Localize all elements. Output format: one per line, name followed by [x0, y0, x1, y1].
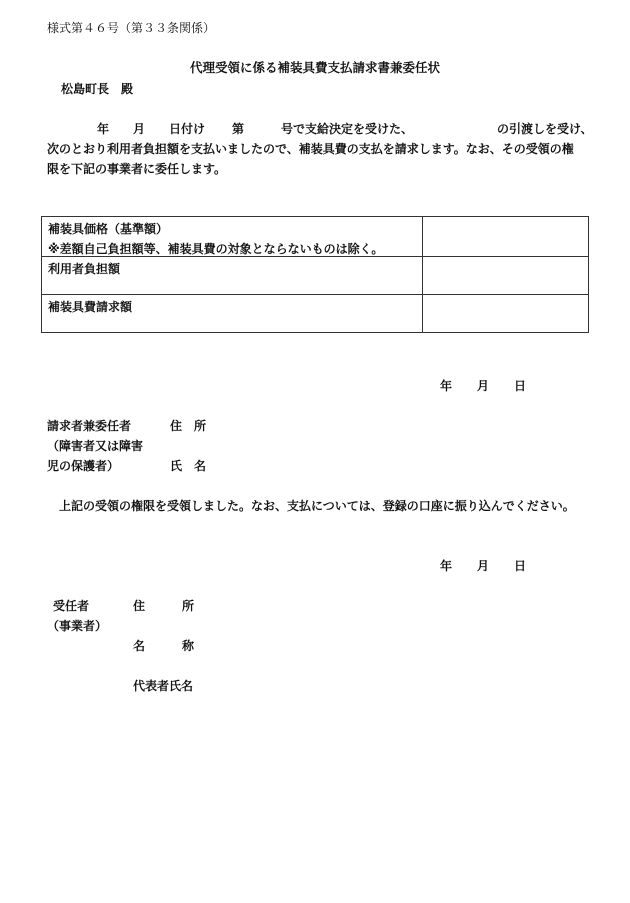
date2-day: 日	[514, 559, 527, 573]
agent-representative-label: 代表者氏名	[133, 679, 194, 693]
row-label-cell	[42, 257, 423, 295]
user-burden-label: 利用者負担額	[48, 262, 121, 276]
agent-name-label-a: 名	[133, 639, 146, 653]
row-label-cell	[42, 295, 423, 333]
amount-table	[41, 216, 589, 333]
requester-name-label: 氏 名	[170, 459, 207, 473]
body-year-label: 年	[97, 122, 110, 136]
body-month-label: 月	[133, 122, 146, 136]
date1-day: 日	[514, 379, 527, 393]
acceptance-text: 上記の受領の権限を受領しました。なお、支払については、登録の口座に振り込んでください。	[59, 499, 575, 513]
requester-sub-label-1: （障害者又は障害	[47, 439, 144, 453]
claim-amount-label: 補装具費請求額	[48, 300, 133, 314]
standard-price-note: ※差額自己負担額等、補装具費の対象とならないものは除く。	[48, 242, 384, 256]
agent-address-label-b: 所	[182, 599, 195, 613]
requester-sub-label-2: 児の保護者）	[47, 459, 120, 473]
addressee: 松島町長 殿	[61, 82, 134, 96]
agent-label: 受任者	[53, 599, 90, 613]
agent-address-label-a: 住	[133, 599, 146, 613]
document-title: 代理受領に係る補装具費支払請求書兼委任状	[189, 60, 440, 75]
body-date-label: 日付け	[169, 122, 206, 136]
requester-address-label: 住 所	[170, 419, 207, 433]
date1-month: 月	[477, 379, 490, 393]
table-row	[42, 257, 589, 295]
table-row	[42, 217, 589, 257]
body-go-label: 号で支給決定を受けた、	[281, 122, 414, 136]
date2-year: 年	[440, 559, 453, 573]
standard-price-label: 補装具価格（基準額）	[48, 222, 169, 236]
date2-month: 月	[477, 559, 490, 573]
body-dai-label: 第	[232, 122, 245, 136]
body-line-3: 限を下記の事業者に委任します。	[47, 162, 227, 176]
agent-sub-label: （事業者）	[47, 619, 108, 633]
body-line-2: 次のとおり利用者負担額を支払いましたので、補装具費の支払を請求します。なお、その受領の権	[47, 142, 574, 156]
table-row	[42, 295, 589, 333]
body-line1-end: の引渡しを受け、	[497, 122, 593, 136]
user-burden-value[interactable]	[422, 257, 588, 295]
form-number: 様式第４６号（第３３条関係）	[47, 21, 216, 35]
claim-amount-value[interactable]	[422, 295, 588, 333]
date1-year: 年	[440, 379, 453, 393]
standard-price-value[interactable]	[422, 217, 588, 257]
row-label-cell	[42, 217, 423, 257]
requester-label: 請求者兼委任者	[47, 419, 132, 433]
agent-name-label-b: 称	[182, 639, 195, 653]
